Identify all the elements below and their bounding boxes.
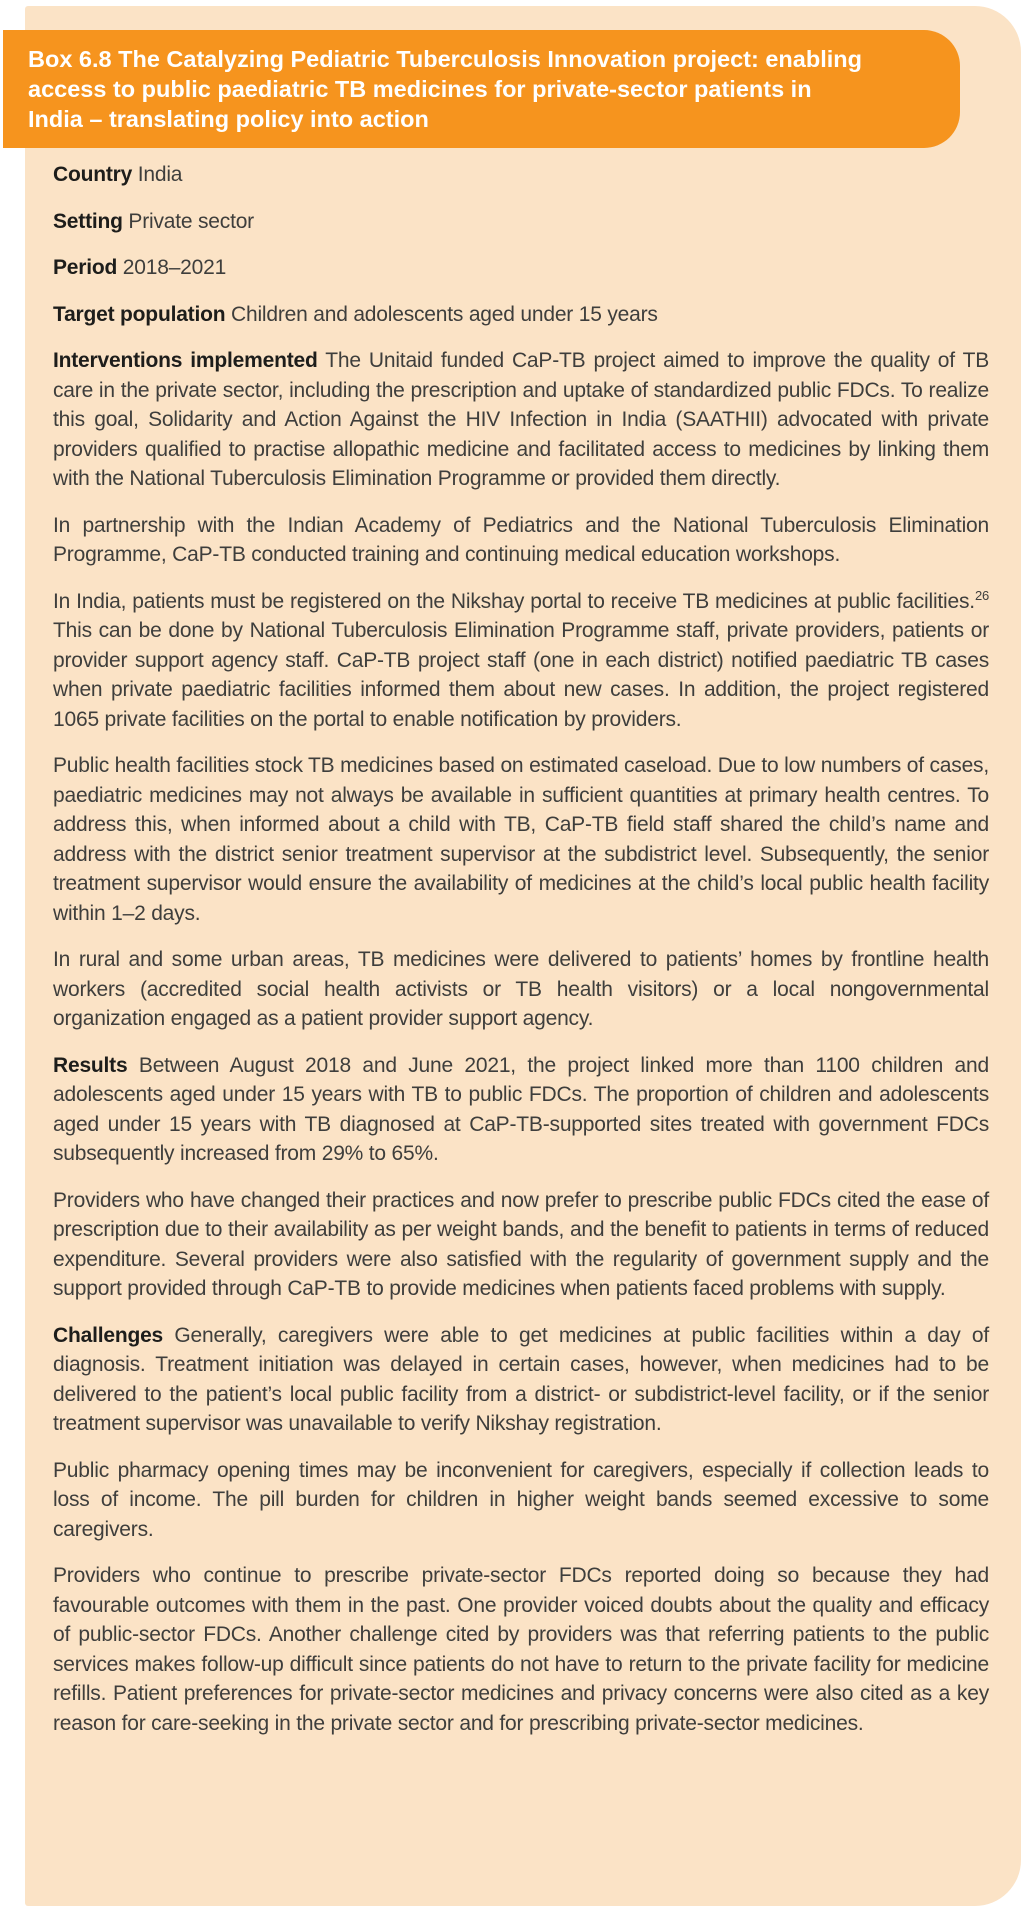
box-title: Box 6.8 The Catalyzing Pediatric Tuberculosis Innovation project: enabling access to public paediatric TB medicines for private-sector patients in India – translating policy into action <box>28 46 862 132</box>
paragraph <box>53 253 989 283</box>
paragraph <box>53 346 989 494</box>
paragraph-text: In partnership with the Indian Academy of Pediatrics and the National Tuberculosis Elimination Programme, CaP-TB conducted training and continuing medical education workshops. <box>53 513 989 566</box>
paragraph-text: Public health facilities stock TB medicines based on estimated caseload. Due to low numbers of cases, paediatric medicines may not always be available in sufficient quantities at primary health centres. To address this, when informed about a child with TB, CaP-TB field staff shared the child’s name and address with the district senior treatment supervisor at the subdistrict level. Subsequently, the senior treatment supervisor would ensure the availability of medicines at the child’s local public health facility within 1–2 days. <box>53 754 989 925</box>
paragraph <box>53 587 989 735</box>
paragraph-text: In rural and some urban areas, TB medicines were delivered to patients’ homes by frontline health workers (accredited social health activists or TB health visitors) or a local nongovernmental organization engaged as a patient provider support agency. <box>53 948 989 1030</box>
paragraph <box>53 160 989 190</box>
paragraph-label: Challenges <box>53 1323 164 1347</box>
paragraph-text: Private sector <box>122 209 254 233</box>
paragraph-text: Generally, caregivers were able to get medicines at public facilities within a day of diagnosis. Treatment initiation was delayed in certain cases, however, when medicines had to be delivered to the patient’s local public facility from a district- or subdistrict-level facility, or if the senior treatment supervisor was unavailable to verify Nikshay registration. <box>53 1323 989 1435</box>
paragraph-text: Public pharmacy opening times may be inconvenient for caregivers, especially if collection leads to loss of income. The pill burden for children in higher weight bands seemed excessive to some caregivers. <box>53 1458 989 1541</box>
paragraph-text: India <box>132 163 183 186</box>
paragraph-text: This can be done by National Tuberculosis Elimination Programme staff, private providers, patients or provider support agency staff. CaP-TB project staff (one in each district) notified paediatric TB cases when private paediatric facilities informed them about new cases. In addition, the project registered 1065 private facilities on the portal to enable notification by providers. <box>53 619 989 731</box>
paragraph-label: Period <box>53 256 118 279</box>
paragraph-text: Providers who have changed their practices and now prefer to prescribe public FDCs cited the ease of prescription due to their availability as per weight bands, and the benefit to patients in terms of reduced expenditure. Several providers were also satisfied with the regularity of government supply and the support provided through CaP-TB to provide medicines when patients faced problems with supply. <box>53 1188 989 1300</box>
paragraph-text: Providers who continue to prescribe private-sector FDCs reported doing so because they had favourable outcomes with them in the past. One provider voiced doubts about the quality and efficacy of public-sector FDCs. Another challenge cited by providers was that referring patients to the public services makes follow-up difficult since patients do not have to return to the private facility for medicine refills. Patient preferences for private-sector medicines and privacy concerns were also cited as a key reason for care-seeking in the private sector and for prescribing private-sector medicines. <box>53 1564 989 1735</box>
paragraph-label: Country <box>53 163 133 186</box>
paragraph-label: Interventions implemented <box>53 349 318 372</box>
box-body <box>25 160 1021 1755</box>
paragraph <box>53 1051 989 1169</box>
paragraph-text: Children and adolescents aged under 15 years <box>225 302 658 326</box>
paragraph <box>53 1456 989 1545</box>
paragraph <box>53 751 989 928</box>
paragraph-text: 2018–2021 <box>117 256 227 279</box>
box-header-band <box>3 30 960 148</box>
paragraph <box>53 945 989 1034</box>
paragraph <box>53 1321 989 1439</box>
paragraph <box>53 511 989 570</box>
paragraph-text: The Unitaid funded CaP-TB project aimed to improve the quality of TB care in the private sector, including the prescription and uptake of standardized public FDCs. To realize this goal, Solidarity and Action Against the HIV Infection in India (SAATHII) advocated with private providers qualified to practise allopathic medicine and facilitated access to medicines by linking them with the National Tuberculosis Elimination Programme or provided them directly. <box>53 349 990 490</box>
paragraph-text: In India, patients must be registered on the Nikshay portal to receive TB medicines at public facilities. <box>53 589 975 613</box>
paragraph-label: Target population <box>53 302 226 326</box>
paragraph-label: Results <box>53 1053 128 1077</box>
paragraph <box>53 207 989 237</box>
paragraph-label: Setting <box>53 209 123 233</box>
footnote-reference: 26 <box>974 587 989 603</box>
paragraph-text: Between August 2018 and June 2021, the project linked more than 1100 children and adolescents aged under 15 years with TB to public FDCs. The proportion of children and adolescents aged under 15 years with TB diagnosed at CaP-TB-supported sites treated with government FDCs subsequently increased from 29% to 65%. <box>53 1053 989 1165</box>
paragraph <box>53 300 989 330</box>
paragraph <box>53 1561 989 1738</box>
paragraph <box>53 1186 989 1304</box>
